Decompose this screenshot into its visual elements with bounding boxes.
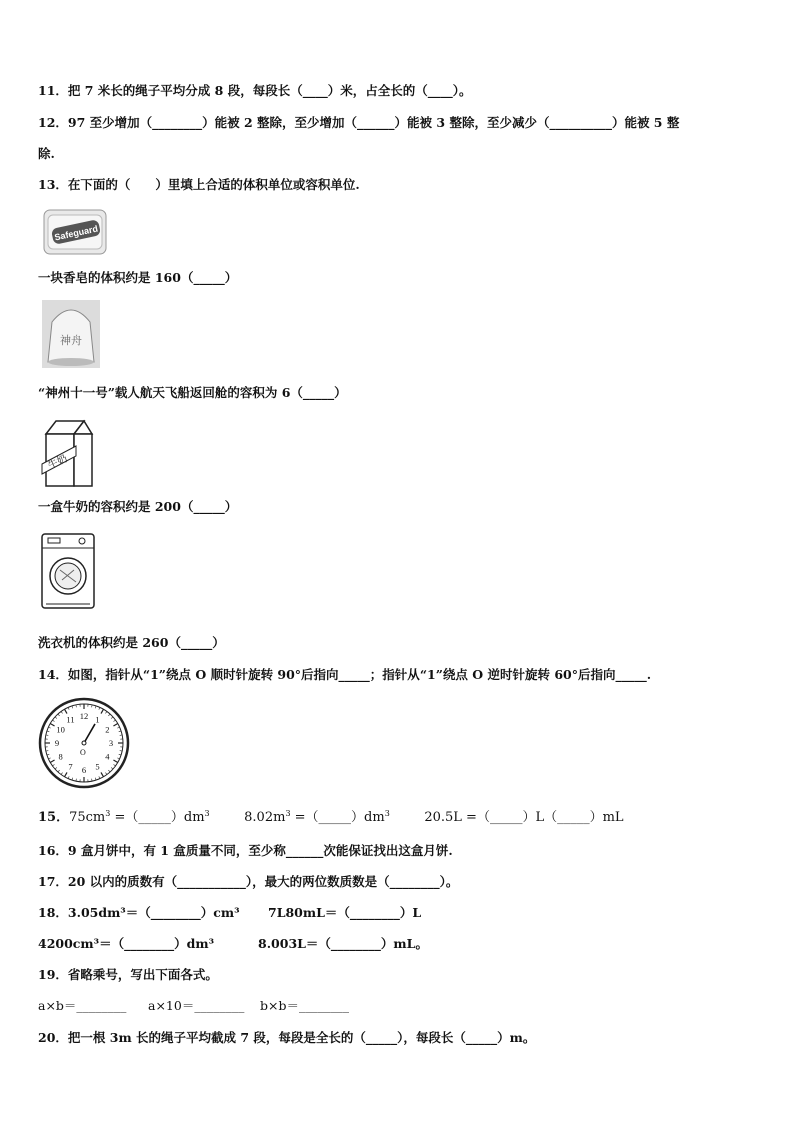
milk-caption: 一盒牛奶的容积约是 200（_____） [38, 499, 238, 514]
question-19-a: a×b＝________ [38, 998, 127, 1013]
clock-center-label: O [80, 748, 86, 757]
capsule-text: 神舟 [60, 334, 82, 347]
clock-number: 8 [58, 751, 63, 762]
clock-number: 3 [108, 738, 114, 748]
question-12-line1: 12．97 至少增加（________）能被 2 整除，至少增加（______）能被 3 整除，至少减少（__________）能被 5 整 [38, 115, 680, 130]
q15-part-b: $8.02m^3$ $=(\_\_\_\_\_)dm^3$ [244, 809, 390, 825]
question-18-b: 7L80mL＝（________）L [268, 905, 422, 920]
question-19-b: a×10＝________ [148, 998, 245, 1013]
clock-image [38, 697, 130, 789]
clock-number: 5 [95, 761, 100, 772]
question-19: 19．省略乘号，写出下面各式。 [38, 967, 218, 982]
washing-machine-image [40, 532, 96, 610]
question-18-a: 18．3.05dm³＝（________）cm³ [38, 905, 240, 920]
question-12-line2: 除. [38, 146, 55, 161]
capsule-image [42, 300, 100, 368]
question-17: 17．20 以内的质数有（___________），最大的两位数质数是（________）。 [38, 874, 459, 889]
clock-number: 9 [54, 738, 60, 748]
q15-number: 15． [38, 810, 70, 825]
clock-number: 10 [56, 724, 65, 735]
soap-image [42, 206, 110, 258]
q15-part-c: 20.5L =（_____）L（_____）mL [424, 810, 624, 825]
clock-number: 2 [105, 724, 110, 735]
q15-part-a: $75cm^3$ $=(\_\_\_\_\_)dm^3$ [69, 809, 210, 825]
clock-number: 11 [66, 714, 75, 725]
question-20: 20．把一根 3m 长的绳子平均截成 7 段，每段是全长的（_____），每段长（_____）m。 [38, 1030, 536, 1045]
clock-number: 1 [95, 714, 100, 725]
washer-caption: 洗衣机的体积约是 260（_____） [38, 635, 225, 650]
question-15 [38, 806, 624, 826]
question-13: 13．在下面的（ ）里填上合适的体积单位或容积单位. [38, 177, 360, 192]
question-18-c: 4200cm³＝（________）dm³ [38, 936, 215, 951]
soap-brand-text: Safeguard [53, 223, 99, 243]
clock-number: 4 [105, 751, 110, 762]
milk-text: 牛奶 [46, 453, 70, 472]
clock-number: 6 [81, 765, 87, 775]
capsule-caption: “神州十一号”载人航天飞船返回舱的容积为 6（_____） [38, 385, 347, 400]
clock-number: 12 [79, 711, 89, 721]
clock-number: 7 [68, 761, 73, 772]
question-16: 16．9 盒月饼中，有 1 盒质量不同，至少称______次能保证找出这盒月饼. [38, 843, 453, 858]
question-18-d: 8.003L＝（________）mL。 [258, 936, 428, 951]
question-14: 14．如图，指针从“1”绕点 O 顺时针旋转 90°后指向_____；指针从“1”绕点 O 逆时针旋转 60°后指向_____. [38, 667, 652, 682]
question-19-c: b×b＝________ [260, 998, 349, 1013]
soap-caption: 一块香皂的体积约是 160（_____） [38, 270, 238, 285]
milk-carton-image [38, 418, 96, 490]
question-11: 11．把 7 米长的绳子平均分成 8 段，每段长（____）米，占全长的（____）。 [38, 83, 472, 98]
